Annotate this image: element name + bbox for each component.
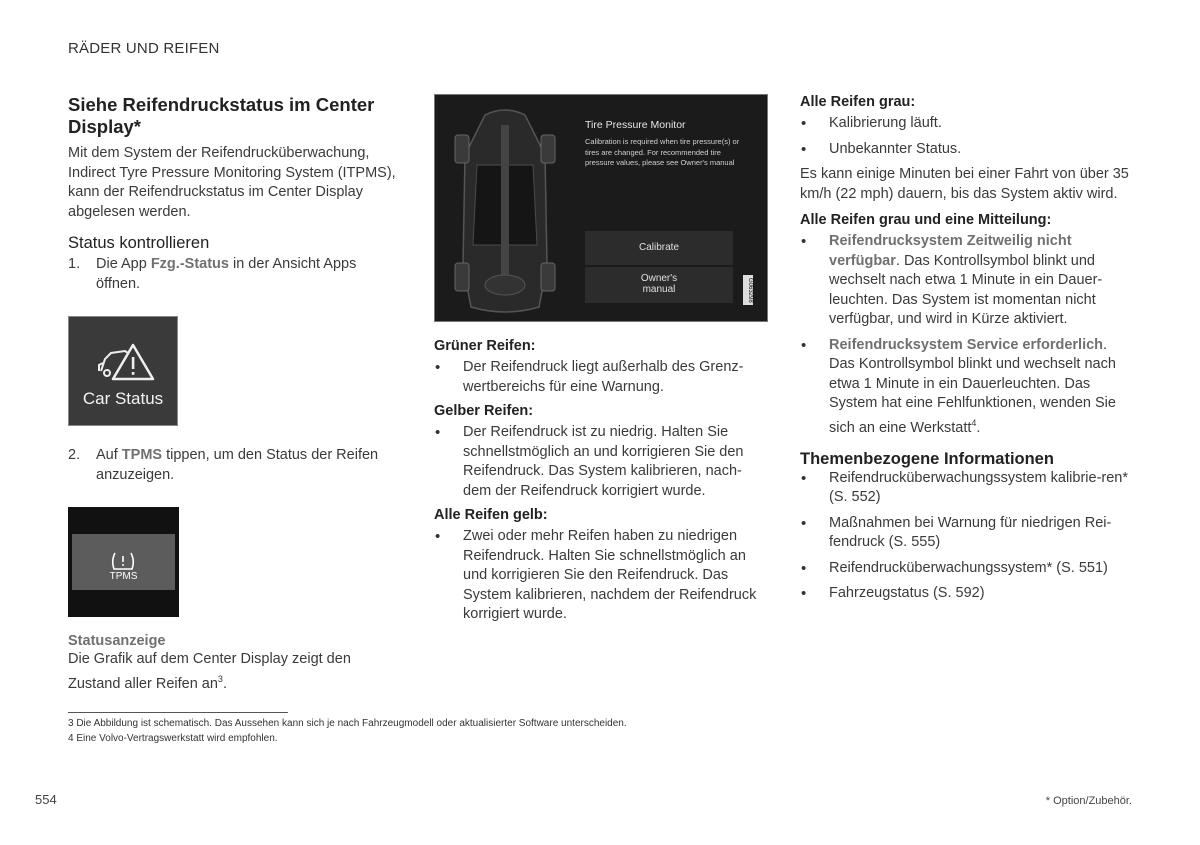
status-display-label: Statusanzeige bbox=[68, 633, 166, 649]
step-number: 1. bbox=[68, 256, 81, 272]
related-link[interactable]: • Fahrzeugstatus (S. 592) bbox=[800, 584, 1132, 604]
option-note: * Option/Zubehör. bbox=[1045, 795, 1132, 807]
tpms-screen bbox=[68, 507, 179, 617]
green-tire-heading: Grüner Reifen: bbox=[434, 338, 536, 354]
car-warning-icon bbox=[95, 341, 155, 383]
footnote-4: 4 Eine Volvo-Vertragswerkstatt wird empfohlen. bbox=[68, 733, 278, 744]
screen-title: Tire Pressure Monitor bbox=[585, 119, 686, 131]
status-display-text: Die Grafik auf dem Center Display zeigt den Zustand aller Reifen $an^3$. bbox=[68, 651, 351, 692]
list-item: • Unbekannter Status. bbox=[800, 140, 1132, 160]
list-item: • Kalibrierung läuft. bbox=[800, 114, 1132, 134]
app-link[interactable]: Fzg.-Status bbox=[150, 256, 229, 272]
footnote-3: 3 Die Abbildung ist schematisch. Das Aussehen kann sich je nach Fahrzeugmodell oder aktualisierter Software unterscheiden. bbox=[68, 718, 627, 729]
car-status-label: Car Status bbox=[82, 389, 164, 408]
column-right bbox=[800, 94, 1132, 610]
related-info-heading: Themenbezogene Informationen bbox=[800, 449, 1054, 468]
tpms-link[interactable]: TPMS bbox=[121, 447, 163, 463]
page-number: 554 bbox=[35, 792, 57, 807]
system-unavailable-link[interactable]: Reifendrucksystem Zeitweilig nicht verfügbar bbox=[829, 233, 1072, 269]
screen-message: Calibration is required when tire pressure(s) or tires are changed. For recommended tire pressure values, please see Owner's manual bbox=[585, 137, 740, 167]
car-topview-graphic bbox=[435, 95, 575, 323]
running-header: RÄDER UND REIFEN bbox=[68, 40, 220, 57]
column-middle bbox=[434, 94, 768, 631]
grey-message-list bbox=[800, 232, 1132, 438]
footnote-divider bbox=[68, 712, 288, 713]
subheading-status: Status kontrollieren bbox=[68, 234, 210, 252]
related-link[interactable]: • Reifendrucküberwachungssystem kalibrie-ren* (S. 552) bbox=[800, 469, 1132, 508]
grey-paragraph: Es kann einige Minuten bei einer Fahrt von über 35 km/h (22 mph) dauern, bis das System aktiv wird. bbox=[800, 166, 1129, 202]
green-tire-list bbox=[434, 358, 768, 397]
step-2 bbox=[68, 446, 396, 485]
yellow-tire-heading: Gelber Reifen: bbox=[434, 403, 534, 419]
car-status-app-tile[interactable] bbox=[68, 316, 178, 426]
list-item: • Reifendrucksystem Service erforderlich. Das Kontrollsymbol blinkt und wechselt nach etwa 1 Minute in ein Dauerleuchten. Das System hat eine Fehlfunktionen, wenden Sie sich an eine Werkstatt$^4$. bbox=[800, 336, 1132, 438]
grey-message-heading: Alle Reifen grau und eine Mitteilung: bbox=[800, 212, 1052, 228]
step-text: Auf TPMS tippen, um den Status der Reifen anzuzeigen. bbox=[96, 447, 379, 483]
step-number: 2. bbox=[68, 447, 81, 463]
all-yellow-list bbox=[434, 527, 768, 625]
tpms-label: TPMS bbox=[109, 571, 138, 582]
related-info-list bbox=[800, 469, 1132, 604]
column-left bbox=[68, 94, 396, 694]
all-yellow-heading: Alle Reifen gelb: bbox=[434, 507, 548, 523]
list-item: • Der Reifendruck ist zu niedrig. Halten Sie schnellstmöglich an und korrigieren Sie den Reifendruck. Das System kalibrieren, nach-dem der Reifendruck korrigiert wurde. bbox=[434, 423, 768, 501]
related-link[interactable]: • Maßnahmen bei Warnung für niedrigen Rei-fendruck (S. 555) bbox=[800, 514, 1132, 553]
image-code: G063298 bbox=[743, 275, 753, 305]
yellow-tire-list bbox=[434, 423, 768, 501]
tire-pressure-icon bbox=[108, 549, 138, 573]
list-item: • Der Reifendruck liegt außerhalb des Grenz-wertbereichs für eine Warnung. bbox=[434, 358, 768, 397]
list-item: • Zwei oder mehr Reifen haben zu niedrigen Reifendruck. Halten Sie schnellstmöglich an und korrigieren Sie den Reifendruck. Das System kalibrieren, nachdem der Reifendruck korrigiert wurde. bbox=[434, 527, 768, 625]
intro-paragraph: Mit dem System der Reifendrucküberwachung, Indirect Tyre Pressure Monitoring System (ITPMS), kann der Reifendruckstatus im Center Display abgelesen werden. bbox=[68, 145, 396, 220]
list-item: • Reifendrucksystem Zeitweilig nicht verfügbar. Das Kontrollsymbol blinkt und wechselt nach etwa 1 Minute in ein Dauer-leuchten. Das System ist momentan nicht verfügbar, und wird in Kürze aktiviert. bbox=[800, 232, 1132, 330]
section-title: Siehe Reifendruckstatus im Center Display* bbox=[68, 94, 375, 137]
service-required-link[interactable]: Reifendrucksystem Service erforderlich bbox=[829, 336, 1104, 353]
calibrate-button[interactable]: Calibrate bbox=[585, 231, 733, 265]
all-grey-heading: Alle Reifen grau: bbox=[800, 94, 916, 110]
owners-manual-button[interactable]: Owner's manual bbox=[585, 267, 733, 303]
tire-pressure-monitor-screen bbox=[434, 94, 768, 322]
step-text: Die App Fzg.-Status in der Ansicht Apps öffnen. bbox=[96, 256, 357, 292]
all-grey-list bbox=[800, 114, 1132, 159]
related-link[interactable]: • Reifendrucküberwachungssystem* (S. 551) bbox=[800, 559, 1132, 579]
step-1 bbox=[68, 255, 396, 294]
